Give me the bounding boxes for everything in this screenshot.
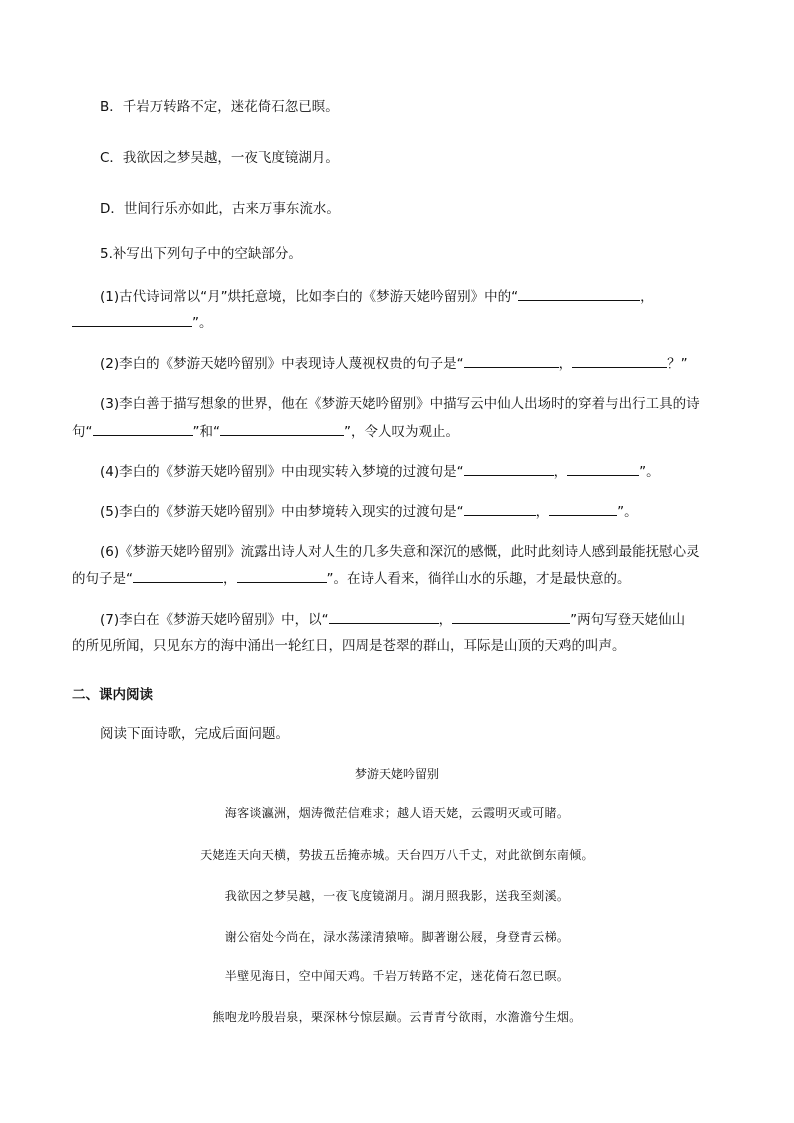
q5-item-1-line-1: (1)古代诗词常以“月”烘托意境，比如李白的《梦游天姥吟留别》中的“ ，	[100, 286, 654, 307]
blank-3a[interactable]	[93, 421, 193, 436]
blank-2a[interactable]	[464, 353, 559, 368]
q5-item-2: (2)李白的《梦游天姥吟留别》中表现诗人蔑视权贵的句子是“ ， ？”	[100, 353, 688, 374]
poem-line: 我欲因之梦吴越，一夜飞度镜湖月。湖月照我影，送我至剡溪。	[224, 889, 570, 903]
blank-1b[interactable]	[72, 312, 192, 327]
q5-item-7-line-2: 的所见所闻，只见东方的海中涌出一轮红日，四周是苍翠的群山，耳际是山顶的天鸡的叫声。	[72, 638, 626, 654]
blank-1a[interactable]	[518, 286, 640, 301]
poem-line: 海客谈瀛洲，烟涛微茫信难求；越人语天姥，云霞明灭或可睹。	[224, 806, 570, 820]
blank-6a[interactable]	[133, 568, 223, 583]
q5-item-4: (4)李白的《梦游天姥吟留别》中由现实转入梦境的过渡句是“ ， ”。	[100, 461, 660, 482]
poem-line: 熊咆龙吟殷岩泉，栗深林兮惊层巅。云青青兮欲雨，水澹澹兮生烟。	[212, 1010, 582, 1024]
blank-6b[interactable]	[237, 568, 327, 583]
blank-4a[interactable]	[464, 461, 554, 476]
question-5-title: 5.补写出下列句子中的空缺部分。	[100, 246, 302, 262]
poem-line: 谢公宿处今尚在，渌水荡漾清猿啼。脚著谢公屐，身登青云梯。	[224, 930, 570, 944]
blank-5b[interactable]	[549, 501, 617, 516]
blank-3b[interactable]	[220, 421, 344, 436]
poem-line: 天姥连天向天横，势拔五岳掩赤城。天台四万八千丈，对此欲倒东南倾。	[200, 848, 594, 862]
q5-item-6-line-2: 的句子是“ ， ”。在诗人看来，徜徉山水的乐趣，才是最快意的。	[72, 568, 631, 589]
blank-7b[interactable]	[452, 609, 570, 624]
q5-item-7-line-1: (7)李白在《梦游天姥吟留别》中，以“ ， ”两句写登天姥仙山	[100, 609, 685, 630]
q5-item-3-line-1: (3)李白善于描写想象的世界，他在《梦游天姥吟留别》中描写云中仙人出场时的穿着与出行工具的诗	[100, 396, 700, 412]
poem-line: 半壁见海日，空中闻天鸡。千岩万转路不定，迷花倚石忽已暝。	[224, 969, 570, 983]
option-b: B．千岩万转路不定，迷花倚石忽已暝。	[100, 99, 339, 115]
q5-item-3-line-2: 句“ ”和“ ”，令人叹为观止。	[72, 421, 459, 442]
option-c: C．我欲因之梦吴越，一夜飞度镜湖月。	[100, 150, 339, 166]
blank-2b[interactable]	[572, 353, 667, 368]
q5-item-6-line-1: (6)《梦游天姥吟留别》流露出诗人对人生的几多失意和深沉的感慨，此时此刻诗人感到最能抚慰心灵	[100, 544, 700, 560]
option-d: D．世间行乐亦如此，古来万事东流水。	[100, 201, 340, 217]
q5-item-1-line-2: ”。	[72, 312, 213, 333]
q5-item-5: (5)李白的《梦游天姥吟留别》中由梦境转入现实的过渡句是“ ， ”。	[100, 501, 638, 522]
poem-title: 梦游天姥吟留别	[354, 767, 439, 781]
blank-4b[interactable]	[567, 461, 639, 476]
section-2-heading: 二、课内阅读	[72, 687, 153, 703]
section-2-instruction: 阅读下面诗歌，完成后面问题。	[100, 726, 289, 742]
blank-5a[interactable]	[464, 501, 536, 516]
blank-7a[interactable]	[329, 609, 439, 624]
